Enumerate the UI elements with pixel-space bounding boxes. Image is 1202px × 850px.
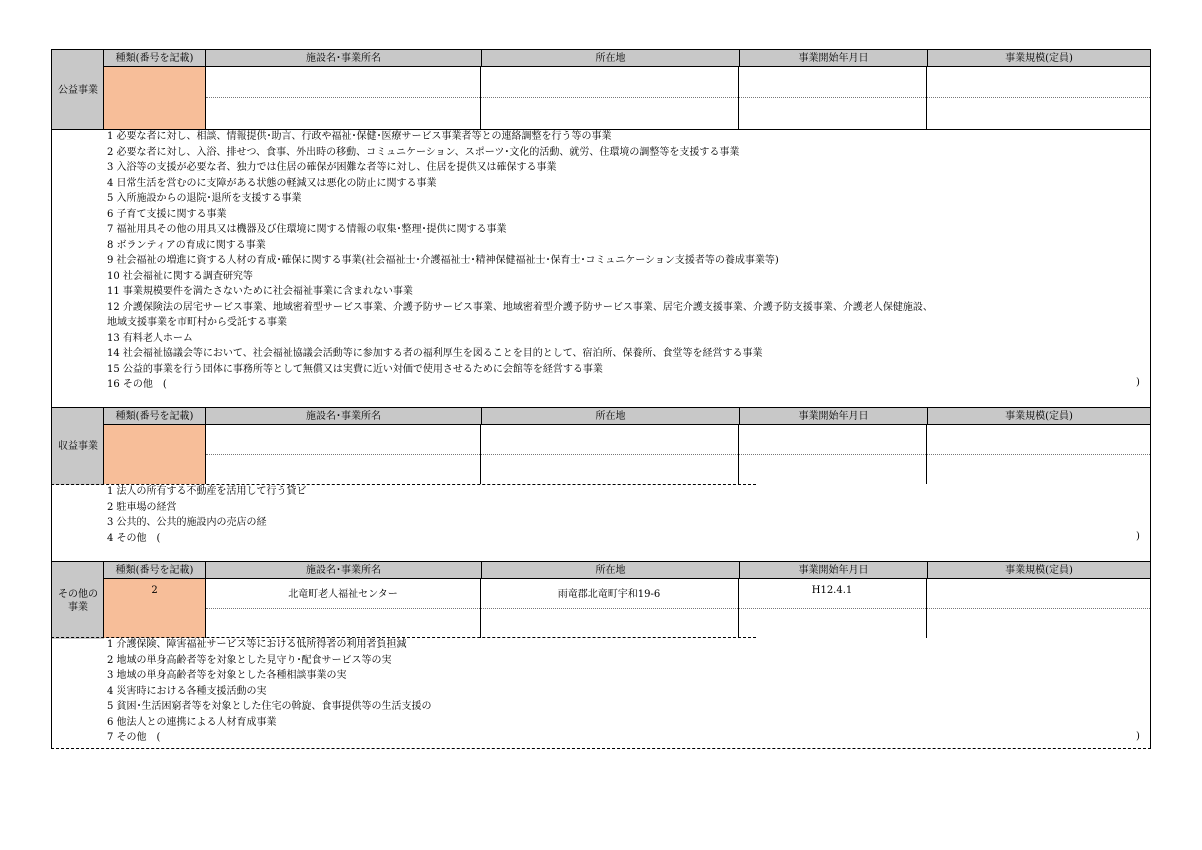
section-profit [51, 407, 1151, 561]
list-item-text: 16 その他 ( [107, 379, 167, 390]
type-input[interactable] [103, 425, 206, 484]
list-item: 3 地域の単身高齢者等を対象とした各種相談事業の実 [107, 670, 347, 681]
list-item: 1 必要な者に対し、相談、情報提供･助言、行政や福祉･保健･医療サービス事業者等との連絡調整を行う等の事業 [107, 131, 612, 142]
header-scale: 事業規模(定員) [927, 50, 1151, 67]
section-other [51, 561, 1151, 751]
type-input[interactable] [103, 579, 206, 638]
item-list [107, 484, 307, 546]
list-item: 6 子育て支援に関する事業 [107, 208, 227, 220]
section-label [51, 49, 104, 130]
header-location: 所在地 [481, 50, 739, 67]
close-paren: ) [1136, 377, 1140, 388]
type-input[interactable] [103, 67, 206, 129]
header-location: 所在地 [481, 562, 739, 579]
start-date[interactable]: H12.4.1 [811, 585, 853, 596]
list-item: 地域支援事業を市町村から受託する事業 [107, 317, 287, 328]
header-type: 種類(番号を記載) [103, 562, 205, 579]
list-item: 14 社会福祉協議会等において、社会福祉協議会活動等に参加する者の福利厚生を図ることを目的として、宿泊所、保養所、食堂等を経営する事業 [107, 348, 763, 359]
list-item: 2 駐車場の経営 [107, 501, 177, 513]
list-item: 7 その他 ( [107, 732, 161, 743]
table-header [103, 407, 1151, 425]
list-item: 5 入所施設からの退院･退所を支援する事業 [107, 193, 302, 204]
header-start-date: 事業開始年月日 [739, 562, 927, 579]
list-item: 6 他法人との連携による人材育成事業 [107, 716, 277, 728]
list-item: 4 日常生活を営むのに支障がある状態の軽減又は悪化の防止に関する事業 [107, 177, 437, 189]
section-public-interest [51, 49, 1151, 407]
header-facility: 施設名･事業所名 [205, 50, 481, 67]
list-item: 2 必要な者に対し、入浴、排せつ、食事、外出時の移動、コミュニケーション、スポーツ･文化的活動、就労、住環境の調整等を支援する事業 [107, 146, 740, 158]
section-label [51, 561, 104, 639]
header-scale: 事業規模(定員) [927, 562, 1151, 579]
list-item: 9 社会福祉の増進に資する人材の育成･確保に関する事業(社会福祉士･介護福祉士･精神保健福祉士･保育士･コミュニケーション支援者等の養成事業等) [107, 255, 779, 266]
list-item: 13 有料老人ホーム [107, 332, 193, 344]
close-paren: ) [1136, 731, 1140, 742]
type-value: 2 [151, 585, 158, 596]
list-item: 11 事業規模要件を満たさないために社会福祉事業に含まれない事業 [107, 286, 413, 297]
section-label-text: 収益事業 [58, 441, 98, 452]
list-item: 4 その他 ( [107, 532, 161, 544]
header-facility: 施設名･事業所名 [205, 408, 481, 425]
list-item: 4 災害時における各種支援活動の実 [107, 685, 267, 697]
section-label-text: 公益事業 [58, 84, 98, 96]
section-label-text: その他の 事業 [58, 588, 98, 613]
header-facility: 施設名･事業所名 [205, 562, 481, 579]
header-location: 所在地 [481, 408, 739, 425]
list-item: 12 介護保険法の居宅サービス事業、地域密着型サービス事業、介護予防サービス事業、地域密着型介護予防サービス事業、居宅介護支援事業、介護予防支援事業、介護老人保健施設、 [107, 301, 933, 313]
list-item [107, 377, 1137, 393]
section-label [51, 407, 104, 485]
table-header [103, 561, 1151, 579]
header-type: 種類(番号を記載) [103, 408, 205, 425]
list-item: 3 入浴等の支援が必要な者、独力では住居の確保が困難な者等に対し、住居を提供又は確保する事業 [107, 162, 557, 173]
table-header [103, 49, 1151, 67]
list-item: 1 介護保険、障害福祉サービス等における低所得者の利用者負担減 [107, 639, 407, 650]
list-item: 10 社会福祉に関する調査研究等 [107, 270, 253, 282]
list-item: 1 法人の所有する不動産を活用して行う貸ビ [107, 486, 307, 497]
header-type: 種類(番号を記載) [103, 50, 205, 67]
list-item: 3 公共的、公共的施設内の売店の経 [107, 517, 267, 528]
header-scale: 事業規模(定員) [927, 408, 1151, 425]
header-start-date: 事業開始年月日 [739, 50, 927, 67]
close-paren: ) [1136, 531, 1140, 542]
facility-location[interactable]: 雨竜郡北竜町宇和19-6 [557, 589, 661, 600]
list-item: 15 公益的事業を行う団体に事務所等として無償又は実費に近い対価で使用させるために会館等を経営する事業 [107, 363, 603, 375]
item-list [107, 637, 432, 746]
header-start-date: 事業開始年月日 [739, 408, 927, 425]
list-item: 7 福祉用具その他の用具又は機器及び住環境に関する情報の収集･整理･提供に関する事業 [107, 224, 507, 235]
list-item: 5 貧困･生活困窮者等を対象とした住宅の斡旋、食事提供等の生活支援の [107, 701, 432, 712]
list-item: 2 地域の単身高齢者等を対象とした見守り･配食サービス等の実 [107, 654, 392, 666]
item-list [107, 129, 1137, 393]
list-item: 8 ボランティアの育成に関する事業 [107, 239, 266, 251]
facility-name[interactable]: 北竜町老人福祉センター [288, 589, 398, 600]
